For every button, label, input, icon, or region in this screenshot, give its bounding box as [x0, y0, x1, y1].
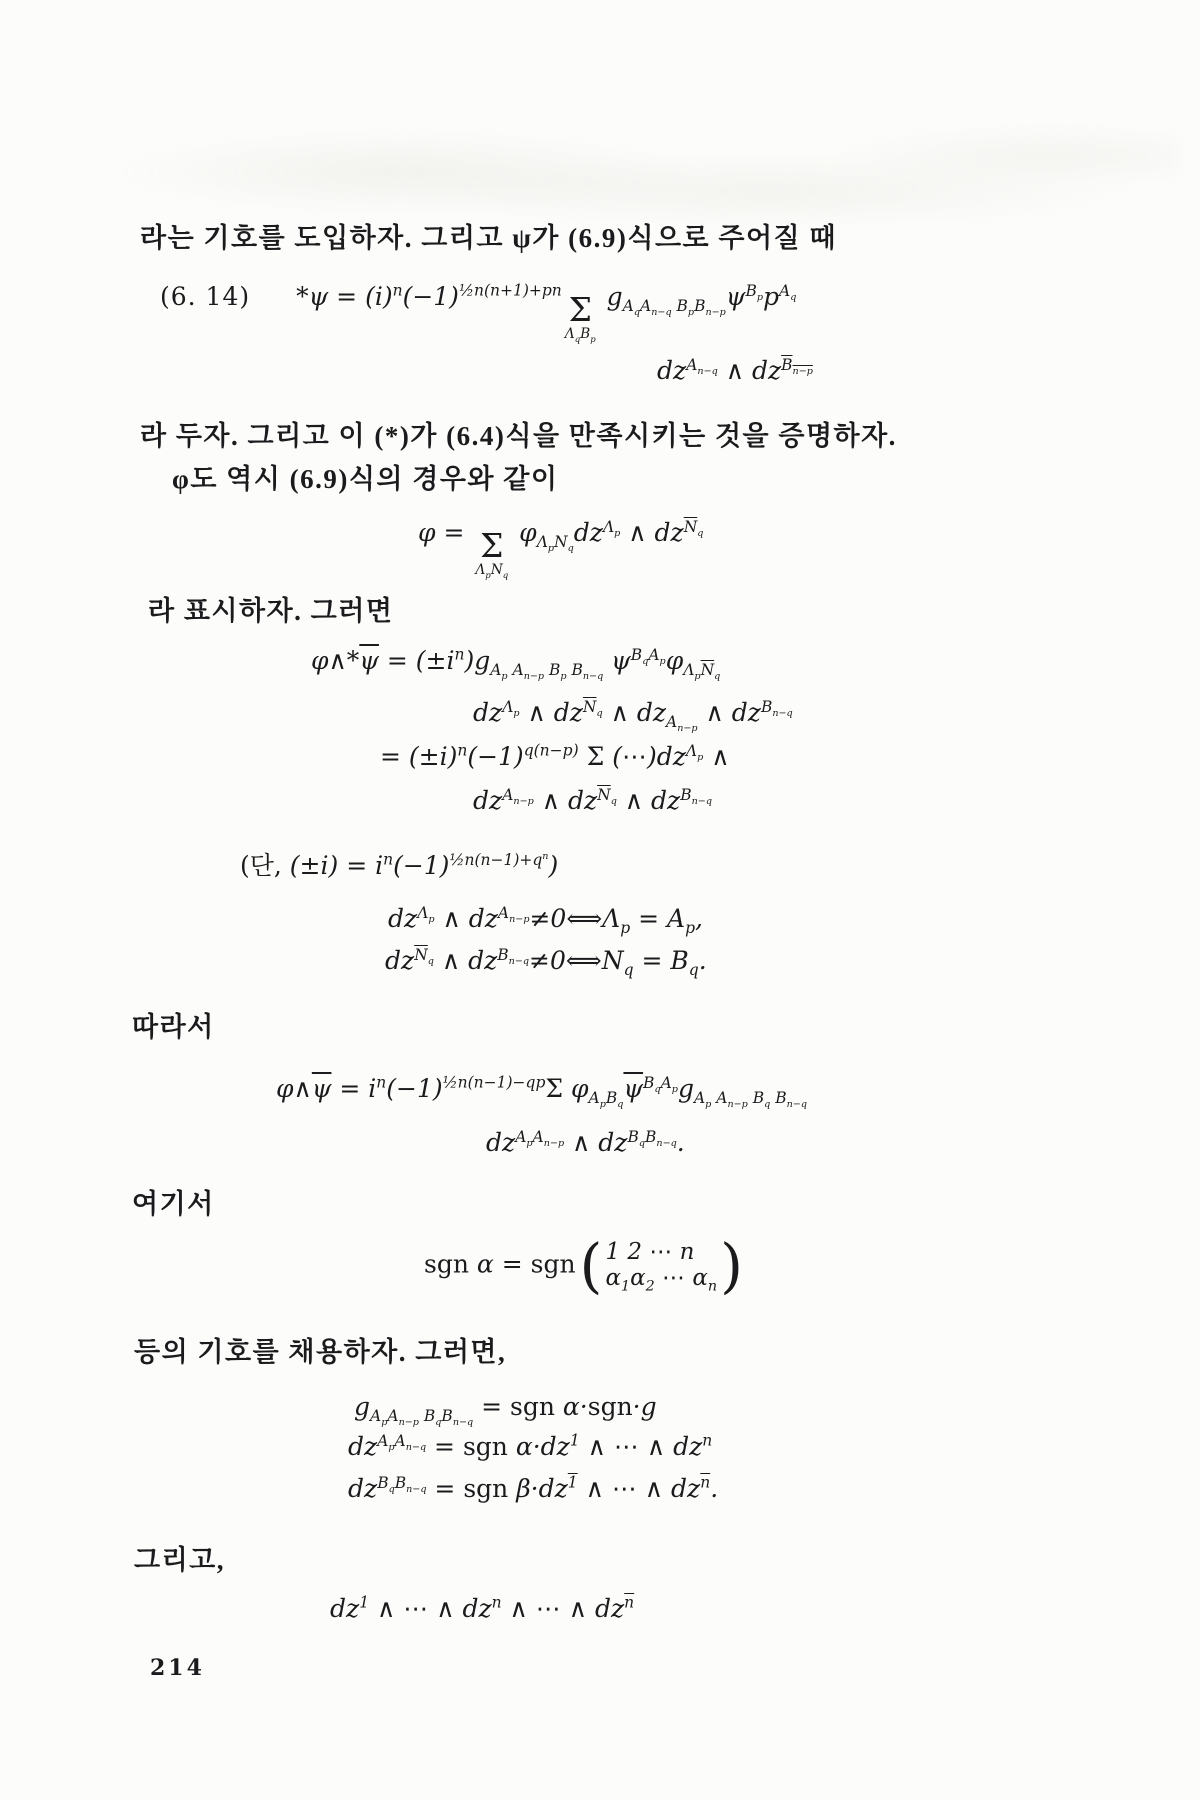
paragraph-here: 여기서 [132, 1189, 215, 1219]
paragraph-intro: 라는 기호를 도입하자. 그리고 ψ가 (6.9)식으로 주어질 때 [140, 223, 837, 253]
paper-showthrough-smudge [100, 60, 1180, 220]
equation-6-14-formula: $*\psi = (i)^n(-1)^{\frac{1}{2}n(n+1)+pn}$ Σ $\Lambda_qB_p$ $g_{A_qA_{n-q} B_pB_{n-p}}\psi^{B_p}p^{A_q}$ [296, 281, 797, 345]
equation-6-14-continuation: $dz^{A_{n-q}}$ ∧ $dz^{B_{n-p}}$ [657, 355, 813, 385]
equation-g-sgn: $g_{A_pA_{n-p} B_qB_{n-q}}$ = sgn α·sgn·g [354, 1392, 657, 1429]
equation-thus-line1: $\varphi\wedge\overline{\psi} = i^n(-1)^{\frac{1}{2}n(n-1)-qp}\Sigma$ $\varphi_{A_pB_q}\overline{\psi}^{B_qA_p}g_{A_p A_{n-p} B_q B_{n-q}}$ [276, 1073, 807, 1111]
paragraph-adopt: 등의 기호를 채용하자. 그러면, [134, 1337, 507, 1367]
page-number: 214 [150, 1655, 205, 1681]
equation-thus-line2: $dz^{A_pA_{n-p}}$ ∧ $dz^{B_qB_{n-q}}$. [486, 1127, 685, 1157]
equation-dz-beta: $dz^{B_qB_{n-q}}$ = sgn $\beta\cdot dz^1$ ∧ ⋯ ∧ $dz^{\overline{n}}$. [348, 1473, 719, 1503]
paragraph-denote: 라 표시하자. 그러면 [148, 596, 394, 626]
equation-sgn-definition: sgn α = sgn ( 1 2 ⋯ n $\alpha_1\alpha_2$ ⋯ $\alpha_n$ ) [424, 1230, 743, 1300]
equation-condition: (단, $(\pm i) = i^n(-1)^{\frac{1}{2}n(n-1)+q^n}$) [240, 850, 559, 880]
equation-6-14 [160, 281, 797, 345]
equation-wedge-line2: $dz^{\Lambda_p}$ ∧ $dz^{\overline{N}_q}$ ∧ $dz_{A_{n-p}}$ ∧ $dz^{B_{n-q}}$ [473, 697, 793, 735]
paragraph-put: 라 두자. 그리고 이 (*)가 (6.4)식을 만족시키는 것을 증명하자. [140, 421, 897, 451]
equation-iff-2: $dz^{\overline{N}_q}$ ∧ $dz^{B_{n-q}}\ne 0⟺N_q = B_q$. [385, 945, 707, 979]
equation-wedge-line3: = $(\pm i)^n(-1)^{q(n-p)}$ Σ $(\cdots)dz^{\Lambda_p}$ ∧ [380, 741, 730, 771]
paragraph-phi-also: φ도 역시 (6.9)식의 경우와 같이 [172, 464, 559, 494]
equation-phi-sum: φ = Σ $\Lambda_pN_q$ $\varphi_{\Lambda_pN_q}dz^{\Lambda_p}$ ∧ $dz^{\overline{N}_q}$ [418, 517, 704, 581]
equation-wedge-line1: $\varphi\wedge*\overline{\psi} = (\pm i^n)g_{A_p A_{n-p} B_p B_{n-q}}$ $\psi^{B_qA_p}\varphi_{\Lambda_p\overline{N}_q}$ [311, 645, 721, 683]
paragraph-and-then: 그리고, [134, 1545, 225, 1575]
paragraph-therefore: 따라서 [132, 1012, 215, 1042]
equation-iff-1: $dz^{\Lambda_p}$ ∧ $dz^{A_{n-p}}\ne 0⟺\Lambda_p = A_p$, [388, 903, 703, 937]
equation-6-14-label: (6. 14) [160, 282, 251, 311]
equation-dz-alpha: $dz^{A_pA_{n-q}}$ = sgn $\alpha\cdot dz^1$ ∧ ⋯ ∧ $dz^n$ [348, 1431, 713, 1461]
equation-final-wedge: $dz^1$ ∧ ⋯ ∧ $dz^n$ ∧ ⋯ ∧ $dz^{\overline{n}}$ [330, 1593, 635, 1623]
equation-wedge-line4: $dz^{A_{n-p}}$ ∧ $dz^{\overline{N}_q}$ ∧ $dz^{B_{n-q}}$ [473, 785, 712, 815]
